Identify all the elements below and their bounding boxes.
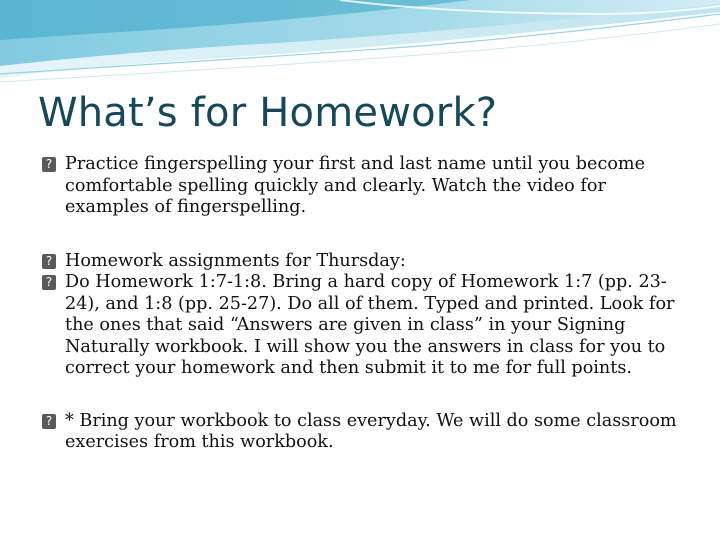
bullet-homework-details (42, 272, 682, 380)
header-wave-decoration (0, 0, 720, 90)
bullet-marker-icon: ? (42, 157, 56, 172)
bullet-text: Do Homework 1:7-1:8. Bring a hard copy of Homework 1:7 (pp. 23-24), and 1:8 (pp. 25-27). Do all of them. Typed and printed. Look for the ones that said “Answers are given in class” in your Signing Naturally workbook. I will show you the answers in class for you to correct your homework and then submit it to me for full points. (65, 272, 675, 378)
bullet-assignments-thursday (42, 251, 682, 273)
slide-title: What’s for Homework? (38, 90, 498, 136)
bullet-marker-icon: ? (42, 414, 56, 429)
bullet-text: Homework assignments for Thursday: (65, 250, 406, 271)
bullet-fingerspelling (42, 154, 682, 219)
bullet-workbook-reminder (42, 411, 682, 454)
bullet-list (42, 154, 682, 454)
bullet-marker-icon: ? (42, 254, 56, 269)
bullet-marker-icon: ? (42, 275, 56, 290)
bullet-text: Practice fingerspelling your first and last name until you become comfortable spelling quickly and clearly. Watch the video for examples of fingerspelling. (65, 154, 646, 217)
bullet-text: * Bring your workbook to class everyday. We will do some classroom exercises from this workbook. (65, 410, 677, 452)
